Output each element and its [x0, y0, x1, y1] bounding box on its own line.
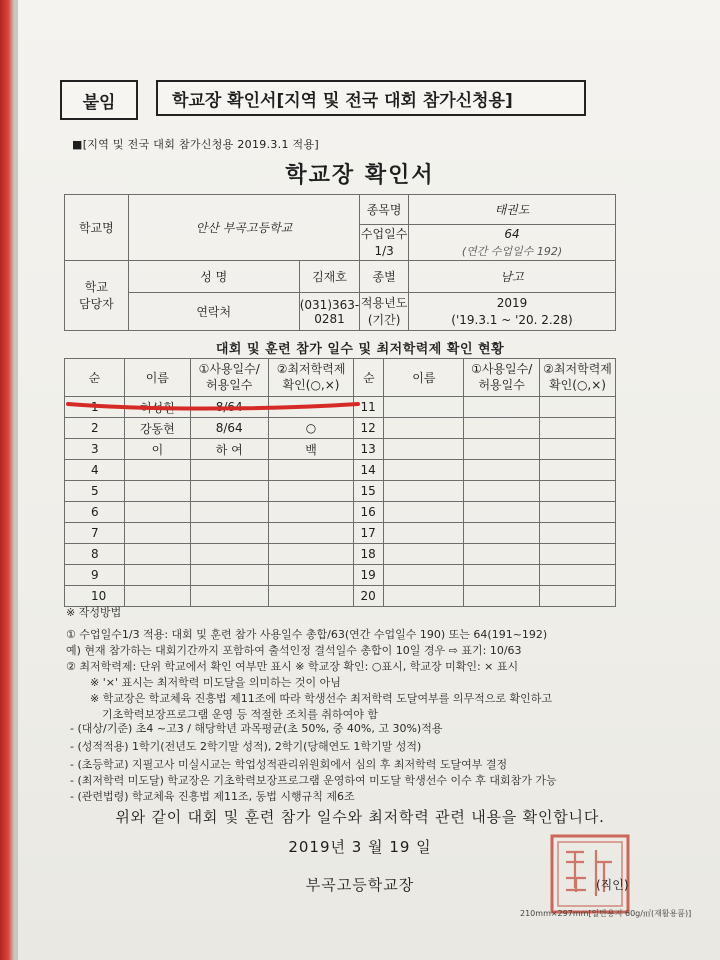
col-days-left-l2: 허용일수 [206, 377, 253, 392]
row-days: 하 여 [190, 439, 268, 460]
row-days-right [464, 502, 540, 523]
confirmation-date: 2019년 3 월 19 일 [288, 838, 432, 856]
row-check [268, 523, 354, 544]
year-label-line1: 적용년도 [360, 295, 408, 310]
officer-label-line2: 담당자 [78, 296, 114, 311]
year-period: ('19.3.1 ~ '20. 2.28) [451, 312, 573, 327]
row-name [124, 565, 190, 586]
col-check-left-l1: ②최저학력제 [276, 361, 346, 376]
row-name-right [384, 502, 464, 523]
col-days-right-l1: ①사용일수/ [471, 361, 533, 376]
row-name-right [384, 439, 464, 460]
note-line: - (관련법령) 학교체육 진흥법 제11조, 동법 시행규칙 제6조 [70, 790, 355, 803]
row-name-right [384, 523, 464, 544]
table-row [65, 460, 616, 481]
row-check-right [540, 481, 616, 502]
officer-label [65, 261, 129, 331]
row-days [190, 460, 268, 481]
row-days [190, 481, 268, 502]
row-check [268, 502, 354, 523]
col-check-right [540, 359, 616, 397]
row-days-right [464, 460, 540, 481]
row-check [268, 565, 354, 586]
attachment-title: 학교장 확인서[지역 및 전국 대회 참가신청용] [156, 80, 586, 116]
row-days-right [464, 565, 540, 586]
row-name: 허성훤 [124, 397, 190, 418]
year-value: 2019 [496, 295, 528, 310]
row-no-right: 17 [354, 523, 384, 544]
row-check: ○ [268, 418, 354, 439]
note-line: - (초등학교) 지필고사 미실시교는 학업성적관리위원회에서 심의 후 최저학력 도달여부 결정 [70, 758, 508, 771]
row-days-right [464, 439, 540, 460]
table-row [65, 523, 616, 544]
row-no: 4 [65, 460, 125, 481]
classdays-label-line2: 1/3 [374, 243, 394, 258]
document-title: 학교장 확인서 [285, 163, 435, 188]
col-check-left [268, 359, 354, 397]
row-name: 강동현 [124, 418, 190, 439]
table-row [65, 439, 616, 460]
paper-size-footer: 210mm×297mm[일반용지 60g/㎡(재활용품)] [520, 909, 692, 918]
table-row [65, 565, 616, 586]
row-name: 이 [124, 439, 190, 460]
note-line: ※ '×' 표시는 최저학력 미도달을 의미하는 것이 아님 [90, 676, 341, 689]
row-check-right [540, 544, 616, 565]
red-strike-path [68, 404, 358, 409]
row-check [268, 460, 354, 481]
row-days-right [464, 397, 540, 418]
row-name-right [384, 565, 464, 586]
col-days-right [464, 359, 540, 397]
row-check-right [540, 523, 616, 544]
row-name [124, 460, 190, 481]
table-row [65, 481, 616, 502]
row-check-right [540, 586, 616, 607]
contact-value: (031)363-0281 [299, 293, 360, 331]
row-name [124, 544, 190, 565]
col-days-left-l1: ①사용일수/ [198, 361, 260, 376]
col-no-left: 순 [65, 359, 125, 397]
row-days: 8/64 [190, 418, 268, 439]
row-days-right [464, 544, 540, 565]
note-line: ※ 학교장은 학교체육 진흥법 제11조에 따라 학생선수 최저학력 도달여부를 의무적으로 확인하고 [90, 692, 552, 705]
row-check [268, 481, 354, 502]
row-name-right [384, 586, 464, 607]
row-name-right [384, 481, 464, 502]
row-no: 10 [65, 586, 125, 607]
officer-label-line1: 학교 [84, 279, 108, 294]
col-check-right-l2: 확인(○,×) [549, 377, 606, 392]
classdays-label [360, 225, 409, 261]
col-name-right: 이름 [384, 359, 464, 397]
row-no: 8 [65, 544, 125, 565]
col-days-right-l2: 허용일수 [478, 377, 525, 392]
row-no: 7 [65, 523, 125, 544]
row-days [190, 502, 268, 523]
row-check: 백 [268, 439, 354, 460]
school-info-table [64, 194, 616, 331]
row-check-right [540, 565, 616, 586]
row-name [124, 586, 190, 607]
table-row [65, 586, 616, 607]
attachment-tag: 붙임 [60, 80, 138, 120]
row-no: 5 [65, 481, 125, 502]
row-check [268, 586, 354, 607]
table-row [65, 502, 616, 523]
table-row [65, 544, 616, 565]
row-days: 8/64 [190, 397, 268, 418]
officer-name-value-visible: 김재호 [299, 261, 360, 293]
row-no-right: 20 [354, 586, 384, 607]
row-no-right: 16 [354, 502, 384, 523]
row-no-right: 12 [354, 418, 384, 439]
red-strikethrough-mark [66, 396, 362, 416]
row-check-right [540, 460, 616, 481]
row-check-right [540, 502, 616, 523]
row-days [190, 565, 268, 586]
note-line: 기초학력보장프로그램 운영 등 적절한 조치를 취하여야 함 [102, 708, 379, 721]
row-no-right: 13 [354, 439, 384, 460]
note-line: ② 최저학력제: 단위 학교에서 확인 여부만 표시 ※ 학교장 확인: ○표시, 학교장 미확인: × 표시 [66, 660, 519, 673]
principal-title: 부곡고등학교장 [305, 876, 415, 894]
school-name-label: 학교명 [65, 195, 129, 261]
note-line: - (성적적용) 1학기(전년도 2학기말 성적), 2학기(당해연도 1학기말 성적) [70, 740, 422, 753]
row-check [268, 544, 354, 565]
row-days-right [464, 481, 540, 502]
school-name-value: 안산 부곡고등학교 [128, 195, 360, 261]
row-days-right [464, 418, 540, 439]
row-name-right [384, 397, 464, 418]
row-name-right [384, 418, 464, 439]
row-check-right [540, 397, 616, 418]
row-no-right: 11 [354, 397, 384, 418]
note-line: - (최저학력 미도달) 학교장은 기초학력보장프로그램 운영하여 미도달 학생선수 이수 후 대회참가 가능 [70, 774, 557, 787]
contact-label: 연락처 [128, 293, 299, 331]
classdays-label-line1: 수업일수 [360, 226, 408, 241]
col-name-left: 이름 [124, 359, 190, 397]
row-name [124, 502, 190, 523]
notes-heading: ※ 작성방법 [66, 606, 122, 619]
col-check-right-l1: ②최저학력제 [543, 361, 612, 376]
row-days [190, 523, 268, 544]
row-no: 1 [65, 397, 125, 418]
row-no: 3 [65, 439, 125, 460]
note-line: 예) 현재 참가하는 대회기간까지 포함하여 출석인정 결석일수 총합이 10일 경우 ⇨ 표기: 10/63 [66, 644, 522, 657]
officer-name-label: 성 명 [128, 261, 299, 293]
col-no-right: 순 [354, 359, 384, 397]
row-check-right [540, 439, 616, 460]
note-line: - (대상/기준) 초4 ~고3 / 해당학년 과목평균(초 50%, 중 40%, 고 30%)적용 [70, 722, 443, 735]
row-name [124, 481, 190, 502]
sport-label: 종목명 [360, 195, 409, 225]
gender-label: 종별 [360, 261, 409, 293]
col-check-left-l2: 확인(○,×) [282, 377, 340, 392]
row-no-right: 19 [354, 565, 384, 586]
roster-header-row [65, 359, 616, 397]
section-title: 대회 및 훈련 참가 일수 및 최저학력제 확인 현황 [215, 342, 505, 357]
table-row [65, 418, 616, 439]
row-name [124, 523, 190, 544]
row-days-right [464, 523, 540, 544]
classdays-value: 64 [504, 226, 520, 241]
official-seal-stamp [548, 832, 632, 916]
row-days [190, 544, 268, 565]
year-value-cell [408, 293, 615, 331]
row-name-right [384, 544, 464, 565]
note-line: ① 수업일수1/3 적용: 대회 및 훈련 참가 사용일수 총합/63(연간 수업일수 190) 또는 64(191~192) [66, 628, 548, 641]
year-label [360, 293, 409, 331]
row-no-right: 14 [354, 460, 384, 481]
applicability-note: ■[지역 및 전국 대회 참가신청용 2019.3.1 적용] [72, 138, 320, 151]
row-no: 6 [65, 502, 125, 523]
confirmation-statement: 위와 같이 대회 및 훈련 참가 일수와 최저학력 관련 내용을 확인합니다. [115, 808, 605, 826]
seal-label: (직인) [596, 878, 629, 892]
classdays-value-cell [408, 225, 615, 261]
row-no: 2 [65, 418, 125, 439]
row-name-right [384, 460, 464, 481]
row-check-right [540, 418, 616, 439]
classdays-note: (연간 수업일수 192) [461, 244, 563, 258]
row-no-right: 18 [354, 544, 384, 565]
row-no: 9 [65, 565, 125, 586]
row-days-right [464, 586, 540, 607]
row-no-right: 15 [354, 481, 384, 502]
row-days [190, 586, 268, 607]
sport-value: 태권도 [408, 195, 615, 225]
gender-value: 남고 [408, 261, 615, 293]
year-label-line2: (기간) [367, 312, 401, 327]
col-days-left [190, 359, 268, 397]
